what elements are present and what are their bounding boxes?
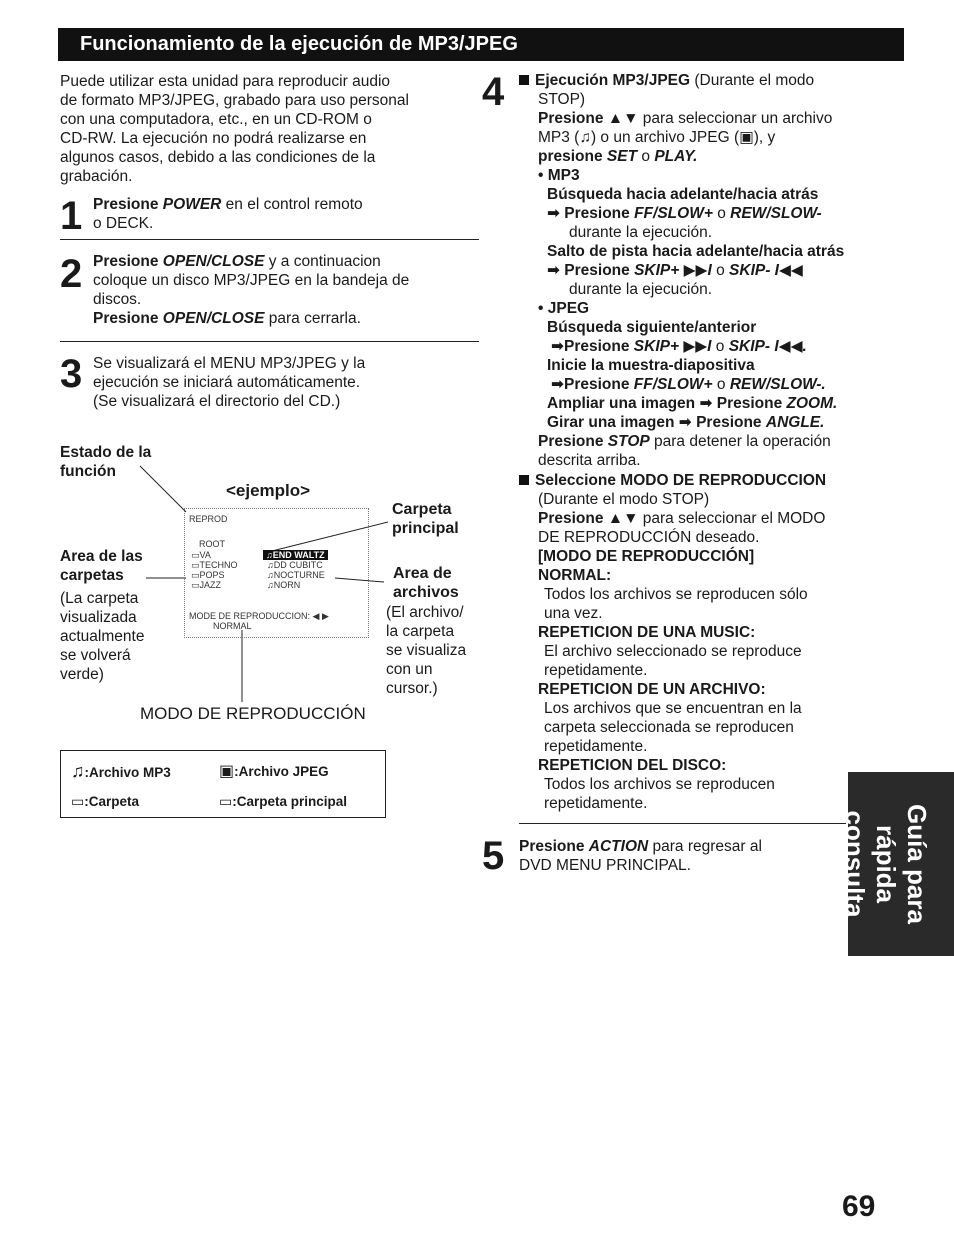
step-3-line: (Se visualizará el directorio del CD.) — [93, 393, 341, 410]
conjunction: o — [717, 205, 726, 222]
screen-folder-name: TECHNO — [199, 560, 238, 570]
modo-p-rest: para seleccionar el MODO — [642, 510, 826, 527]
inicie-heading: Inicie la muestra-diapositiva — [547, 357, 755, 374]
ampliar-text: Ampliar una imagen ➡ Presione — [547, 395, 783, 412]
intro-line: de formato MP3/JPEG, grabado para uso personal — [60, 92, 409, 109]
carpeta-principal-line: principal — [392, 520, 459, 537]
zoom-key: ZOOM. — [786, 395, 838, 412]
step-4-title: Ejecución MP3/JPEG — [535, 72, 691, 89]
screen-folder: ▭VA — [191, 550, 211, 560]
salto-heading: Salto de pista hacia adelante/hacia atrás — [547, 243, 845, 260]
step-4-title-line2: STOP) — [538, 91, 586, 108]
screen-file-name: END WALTZ — [272, 550, 325, 560]
side-tab-line: rápida consulta — [840, 810, 901, 918]
screen-file-selected: ♫END WALTZ — [263, 550, 328, 560]
intro-line: Puede utilizar esta unidad para reproducir audio — [60, 73, 391, 90]
bullet-square-icon — [519, 475, 529, 485]
durante-line: durante la ejecución. — [569, 281, 713, 298]
step-4-p1-presione: presione — [538, 148, 603, 165]
rep-archivo-desc: Los archivos que se encuentran en la — [544, 700, 802, 717]
bs-presione: ➡Presione — [551, 338, 630, 355]
screen-folder: ▭POPS — [191, 570, 225, 580]
legend-mp3: ♫:Archivo MP3 — [71, 761, 171, 781]
divider — [519, 823, 846, 824]
power-key: POWER — [162, 196, 222, 213]
screen-folder-name: VA — [199, 550, 211, 560]
jpeg-heading: • JPEG — [538, 300, 590, 317]
screen-modo-label: MODE DE REPRODUCCION: — [189, 611, 311, 621]
music-note-icon: ♫ — [71, 761, 85, 781]
screen-file-name: NORN — [273, 580, 301, 590]
normal-heading: NORMAL: — [538, 567, 612, 584]
step-2-presione2: Presione — [93, 310, 159, 327]
rep-archivo-desc: carpeta seleccionada se reproducen — [544, 719, 794, 736]
area-archivos-line: Area de — [393, 565, 452, 582]
conjunction: o — [641, 148, 651, 165]
open-close-key: OPEN/CLOSE — [162, 253, 265, 270]
bullet-square-icon — [519, 75, 529, 85]
step-4-p1-line2: MP3 (♫) o un archivo JPEG (▣), y — [538, 129, 776, 146]
modo-p-line2: DE REPRODUCCIÓN deseado. — [538, 529, 760, 546]
rep-music-desc: El archivo seleccionado se reproduce — [544, 643, 802, 660]
area-archivos-line: archivos — [393, 584, 459, 601]
step-4-text — [519, 71, 844, 470]
legend-carpeta-label: Carpeta — [88, 794, 140, 809]
legend-principal: ▭:Carpeta principal — [219, 793, 348, 809]
screen-file: ♫NOCTURNE — [267, 570, 325, 580]
step-2-line3: discos. — [93, 291, 142, 308]
note-line: (El archivo/ — [386, 604, 464, 621]
area-archivos-note — [386, 603, 466, 698]
leader-line-estado — [140, 466, 186, 512]
screen-file-name: DD CUBITC — [273, 560, 323, 570]
estado-line: Estado de la — [60, 444, 152, 461]
stop-key: STOP — [607, 433, 650, 450]
skip-minus-key: SKIP- I◀◀. — [728, 338, 807, 355]
screen-file: ♫DD CUBITC — [267, 560, 323, 570]
side-tab — [840, 772, 954, 956]
modo-reproduccion-label: MODO DE REPRODUCCIÓN — [140, 704, 366, 723]
screen-folder: ▭JAZZ — [191, 580, 222, 590]
durante-line: durante la ejecución. — [569, 224, 713, 241]
step-2-rest: y a continuacion — [268, 253, 381, 270]
legend-jpeg-label: Archivo JPEG — [238, 764, 329, 779]
stop-rest: para detener la operación — [654, 433, 831, 450]
step-5-rest: para regresar al — [652, 838, 762, 855]
rep-disco-desc: Todos los archivos se reproducen — [544, 776, 775, 793]
area-carpetas-line: carpetas — [60, 567, 124, 584]
busqueda-siguiente-heading: Búsqueda siguiente/anterior — [547, 319, 757, 336]
intro-line: CD-RW. La ejecución no podrá realizarse en — [60, 130, 367, 147]
area-carpetas-label — [60, 547, 143, 585]
note-line: cursor.) — [386, 680, 438, 697]
modo-bracket-heading: [MODO DE REPRODUCCIÓN] — [538, 548, 755, 565]
conjunction: o — [715, 338, 725, 355]
area-carpetas-line: Area de las — [60, 548, 143, 565]
legend-mp3-label: Archivo MP3 — [89, 765, 171, 780]
legend-jpeg: ▣:Archivo JPEG — [219, 763, 329, 780]
normal-desc: una vez. — [544, 605, 603, 622]
rep-disco-desc: repetidamente. — [544, 795, 648, 812]
estado-line: función — [60, 463, 116, 480]
rep-disco-heading: REPETICION DEL DISCO: — [538, 757, 727, 774]
note-line: visualizada — [60, 609, 137, 626]
area-archivos-label — [393, 564, 459, 602]
step-1-presione: Presione — [93, 196, 159, 213]
legend-carpeta: ▭:Carpeta — [71, 793, 140, 809]
note-line: la carpeta — [386, 623, 455, 640]
step-1-rest: en el control remoto — [225, 196, 363, 213]
stop-presione: Presione — [538, 433, 604, 450]
step-2-presione: Presione — [93, 253, 159, 270]
conjunction: o — [716, 262, 725, 279]
screen-normal: NORMAL — [213, 621, 252, 631]
rep-music-heading: REPETICION DE UNA MUSIC: — [538, 624, 756, 641]
note-line: (La carpeta — [60, 590, 139, 607]
ff-slow-key: FF/SLOW+ — [633, 376, 713, 393]
step-4-p1-rest: para seleccionar un archivo — [642, 110, 833, 127]
step-3-line: Se visualizará el MENU MP3/JPEG y la — [93, 355, 366, 372]
image-file-icon: ▣ — [219, 763, 235, 780]
conjunction: o — [716, 376, 726, 393]
modo-section — [519, 471, 826, 813]
step-4-number: 4 — [482, 70, 505, 114]
page-number: 69 — [842, 1190, 876, 1223]
step-1-number: 1 — [60, 194, 83, 238]
side-tab-line: Guía para — [902, 804, 932, 924]
note-line: se volverá — [60, 647, 131, 664]
step-1-line2: o DECK. — [93, 215, 154, 232]
step-5-text — [519, 837, 762, 875]
action-key: ACTION — [588, 838, 649, 855]
carpeta-principal-label — [392, 500, 459, 538]
skip-minus-key: SKIP- I◀◀ — [729, 262, 803, 279]
step-5-line2: DVD MENU PRINCIPAL. — [519, 857, 691, 874]
busqueda-heading: Búsqueda hacia adelante/hacia atrás — [547, 186, 819, 203]
intro-line: con una computadora, etc., en un CD-ROM o — [60, 111, 372, 128]
step-5-number: 5 — [482, 834, 505, 878]
step-4-title-rest: (Durante el modo — [694, 72, 815, 89]
rew-slow-key: REW/SLOW- — [730, 205, 822, 222]
step-3-number: 3 — [60, 352, 83, 396]
area-carpetas-note — [60, 589, 144, 684]
icon-legend — [60, 750, 386, 818]
screen-root: ROOT — [199, 539, 225, 549]
modo-title: Seleccione MODO DE REPRODUCCION — [535, 472, 827, 489]
rep-archivo-heading: REPETICION DE UN ARCHIVO: — [538, 681, 766, 698]
step-2-number: 2 — [60, 252, 83, 296]
screen-folder-name: POPS — [199, 570, 225, 580]
screen-folder-name: JAZZ — [199, 580, 222, 590]
note-line: verde) — [60, 666, 104, 683]
side-tab-text — [840, 772, 954, 956]
screen-folder: ▭TECHNO — [191, 560, 238, 570]
step-5-presione: Presione — [519, 838, 585, 855]
screen-file-name: NOCTURNE — [273, 570, 325, 580]
note-line: con un — [386, 661, 433, 678]
angle-key: ANGLE. — [765, 414, 825, 431]
note-line: se visualiza — [386, 642, 467, 659]
step-2-line2: coloque un disco MP3/JPEG en la bandeja de — [93, 272, 410, 289]
step-4-p1-bold: Presione ▲▼ — [538, 110, 639, 127]
step-2-rest2: para cerrarla. — [268, 310, 361, 327]
modo-presione: Presione ▲▼ — [538, 510, 639, 527]
set-key: SET — [606, 148, 638, 165]
legend-principal-label: Carpeta principal — [236, 794, 348, 809]
screen-file: ♫NORN — [267, 580, 301, 590]
salto-presione: ➡ Presione — [547, 262, 630, 279]
screen-reprod: REPROD — [189, 514, 228, 524]
mp3-heading: • MP3 — [538, 167, 580, 184]
rep-archivo-desc: repetidamente. — [544, 738, 648, 755]
screen-modo: MODE DE REPRODUCCION: ◀ ▶ — [189, 611, 329, 621]
busqueda-presione: ➡ Presione — [547, 205, 630, 222]
intro-line: grabación. — [60, 168, 133, 185]
inicie-presione: ➡Presione — [551, 376, 630, 393]
step-3-line: ejecución se iniciará automáticamente. — [93, 374, 361, 391]
open-close-key: OPEN/CLOSE — [162, 310, 265, 327]
ff-slow-key: FF/SLOW+ — [634, 205, 713, 222]
rew-slow-key: REW/SLOW-. — [729, 376, 826, 393]
intro-line: algunos casos, debido a las condiciones de la — [60, 149, 376, 166]
skip-plus-key: SKIP+ ▶▶I — [633, 338, 712, 355]
menu-screen — [184, 508, 369, 638]
rep-music-desc: repetidamente. — [544, 662, 648, 679]
parent-folder-icon: ▭ — [219, 793, 233, 809]
folder-icon: ▭ — [71, 793, 85, 809]
modo-line2: (Durante el modo STOP) — [538, 491, 710, 508]
ejemplo-label: <ejemplo> — [226, 481, 311, 500]
carpeta-principal-line: Carpeta — [392, 501, 452, 518]
skip-plus-key: SKIP+ ▶▶I — [634, 262, 712, 279]
play-key: PLAY. — [654, 148, 698, 165]
note-line: actualmente — [60, 628, 145, 645]
normal-desc: Todos los archivos se reproducen sólo — [544, 586, 808, 603]
stop-line2: descrita arriba. — [538, 452, 641, 469]
page-title: Funcionamiento de la ejecución de MP3/JPEG — [58, 28, 904, 61]
girar-text: Girar una imagen ➡ Presione — [547, 414, 762, 431]
